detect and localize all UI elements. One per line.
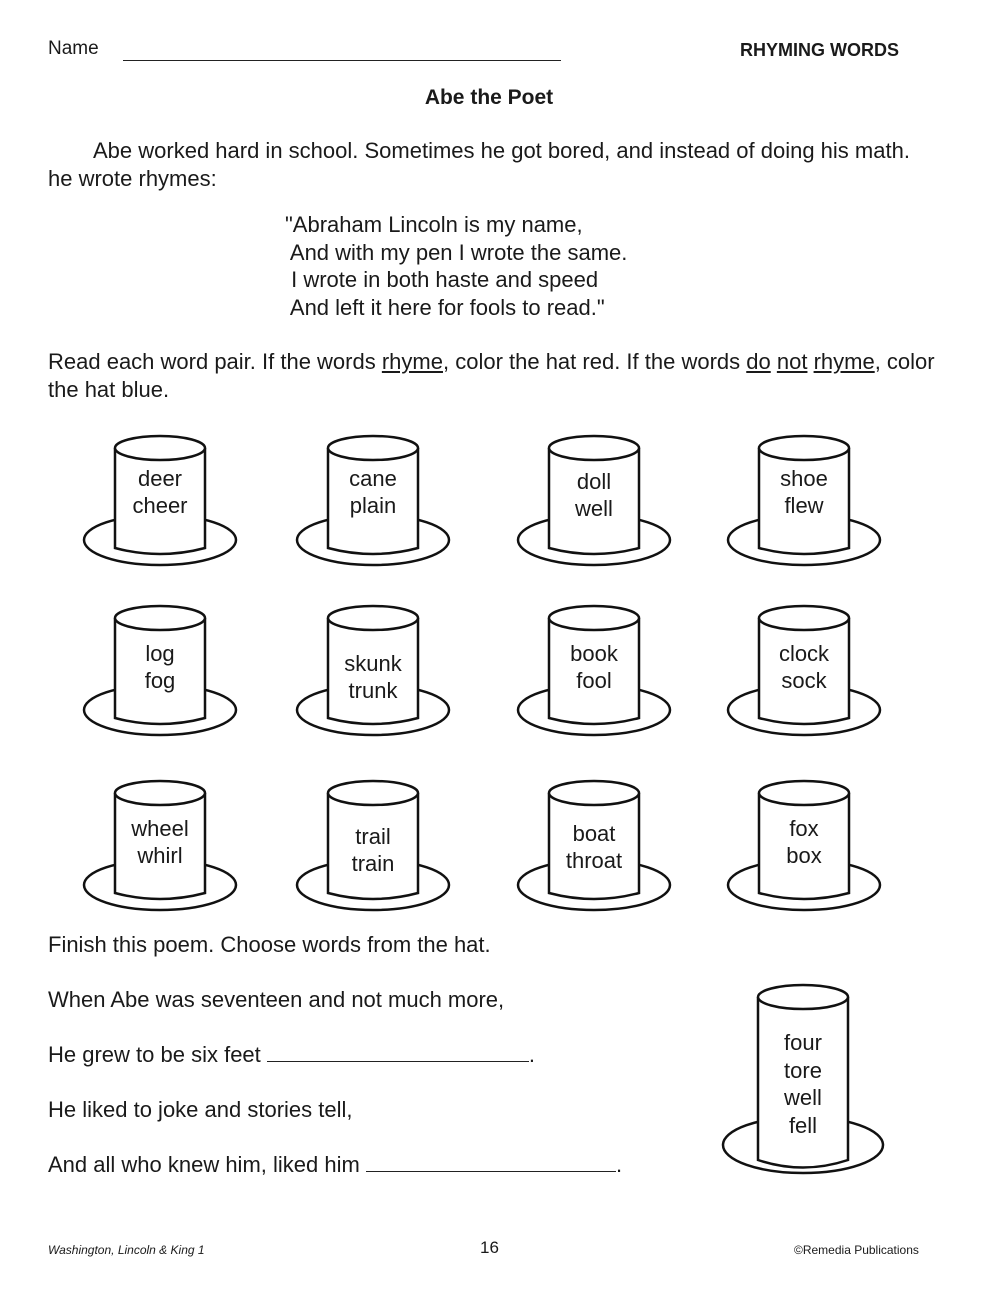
- finish-poem-line-3: He liked to joke and stories tell,: [48, 1097, 353, 1122]
- answer-blank-2[interactable]: [366, 1153, 616, 1172]
- hat-words: [754, 815, 854, 869]
- hat-word: shoe: [780, 466, 828, 491]
- poem-line: And left it here for fools to read.": [285, 294, 605, 320]
- hat-word: fox: [789, 816, 819, 841]
- page-number: 16: [480, 1238, 499, 1257]
- hat-words: [323, 650, 423, 704]
- name-blank-line[interactable]: [123, 60, 561, 61]
- name-label: Name: [48, 38, 99, 59]
- hat-word: boat: [572, 821, 616, 846]
- word-bank-hat: [718, 975, 888, 1185]
- instr-text: , color the hat blue.: [48, 349, 935, 402]
- hat-words: [544, 468, 644, 522]
- poem-line: And with my pen I wrote the same.: [285, 239, 628, 265]
- word-bank-word: four: [784, 1030, 822, 1055]
- hat-words: [754, 465, 854, 519]
- hat-words: [754, 640, 854, 694]
- word-bank-word: well: [784, 1085, 822, 1110]
- hat-words: [544, 640, 644, 694]
- page-title: Abe the Poet: [424, 86, 554, 109]
- finish-poem-line-4: [48, 1152, 622, 1178]
- worksheet-category: RHYMING WORDS: [740, 40, 899, 60]
- hat-word-pair[interactable]: [514, 775, 674, 915]
- hat-word: log: [145, 641, 175, 666]
- hat-word-pair[interactable]: [293, 775, 453, 915]
- hat-word: whirl: [137, 843, 183, 868]
- hat-words: [323, 465, 423, 519]
- hat-word-pair[interactable]: [293, 430, 453, 570]
- hat-words: [110, 640, 210, 694]
- footer-book-title: Washington, Lincoln & King 1: [48, 1243, 205, 1257]
- hat-words: [544, 820, 644, 874]
- hat-word-pair[interactable]: [80, 430, 240, 570]
- hat-word: fog: [144, 668, 176, 693]
- footer-publisher: ©Remedia Publications: [794, 1243, 919, 1257]
- word-bank-word: tore: [784, 1057, 822, 1083]
- instr-text: , color the hat red. If the words: [442, 349, 747, 374]
- hat-word: cane: [349, 466, 397, 491]
- lincoln-poem: [285, 211, 627, 321]
- hat-word: wheel: [131, 816, 189, 841]
- coloring-instructions: [48, 348, 948, 404]
- hat-word: train: [351, 851, 395, 876]
- hat-word-pair[interactable]: [724, 600, 884, 740]
- finish-instruction: Finish this poem. Choose words from the hat.: [48, 932, 491, 957]
- hat-word: flew: [784, 493, 824, 518]
- hat-word-pair[interactable]: [514, 430, 674, 570]
- hat-word: plain: [349, 493, 397, 518]
- hat-word: cheer: [132, 493, 188, 518]
- poem-line-text: He grew to be six feet: [48, 1042, 261, 1067]
- poem-period: .: [528, 1042, 536, 1067]
- hat-word: clock: [778, 641, 830, 666]
- hat-word-pair[interactable]: [80, 600, 240, 740]
- finish-poem-line-2: [48, 1042, 535, 1068]
- instr-not: not: [776, 349, 808, 374]
- hat-word-pair[interactable]: [293, 600, 453, 740]
- hat-word: trail: [355, 824, 391, 849]
- instr-rhyme: rhyme: [813, 349, 875, 374]
- poem-line: "Abraham Lincoln is my name,: [285, 212, 583, 237]
- hat-word: doll: [576, 469, 612, 494]
- instr-rhyme: rhyme: [381, 349, 443, 374]
- hat-word-pair[interactable]: [80, 775, 240, 915]
- poem-period: .: [615, 1152, 623, 1177]
- finish-poem-line-1: When Abe was seventeen and not much more,: [48, 987, 505, 1012]
- intro-paragraph: Abe worked hard in school. Sometimes he got bored, and instead of doing his math. he wrote rhymes:: [48, 138, 910, 191]
- hat-word-pair[interactable]: [514, 600, 674, 740]
- hat-word-pair[interactable]: [724, 775, 884, 915]
- hat-words: [323, 823, 423, 877]
- instr-text: Read each word pair. If the words: [48, 349, 382, 374]
- instr-do: do: [746, 349, 771, 374]
- hat-word: book: [570, 641, 618, 666]
- hat-words: [110, 815, 210, 869]
- hat-word: box: [786, 843, 822, 868]
- poem-line-text: And all who knew him, liked him: [48, 1152, 360, 1177]
- hat-word: trunk: [348, 678, 398, 703]
- hat-word-pair[interactable]: [724, 430, 884, 570]
- word-bank-word: fell: [788, 1112, 818, 1138]
- hat-word: well: [575, 496, 613, 521]
- hat-word: sock: [781, 668, 827, 693]
- poem-line: I wrote in both haste and speed: [285, 267, 599, 292]
- hat-word: fool: [576, 668, 612, 693]
- word-bank-list: [758, 1029, 848, 1139]
- hat-word: skunk: [344, 651, 402, 676]
- answer-blank-1[interactable]: [267, 1043, 529, 1062]
- hat-word: throat: [565, 848, 623, 873]
- hat-word: deer: [137, 466, 183, 491]
- hat-words: [110, 465, 210, 519]
